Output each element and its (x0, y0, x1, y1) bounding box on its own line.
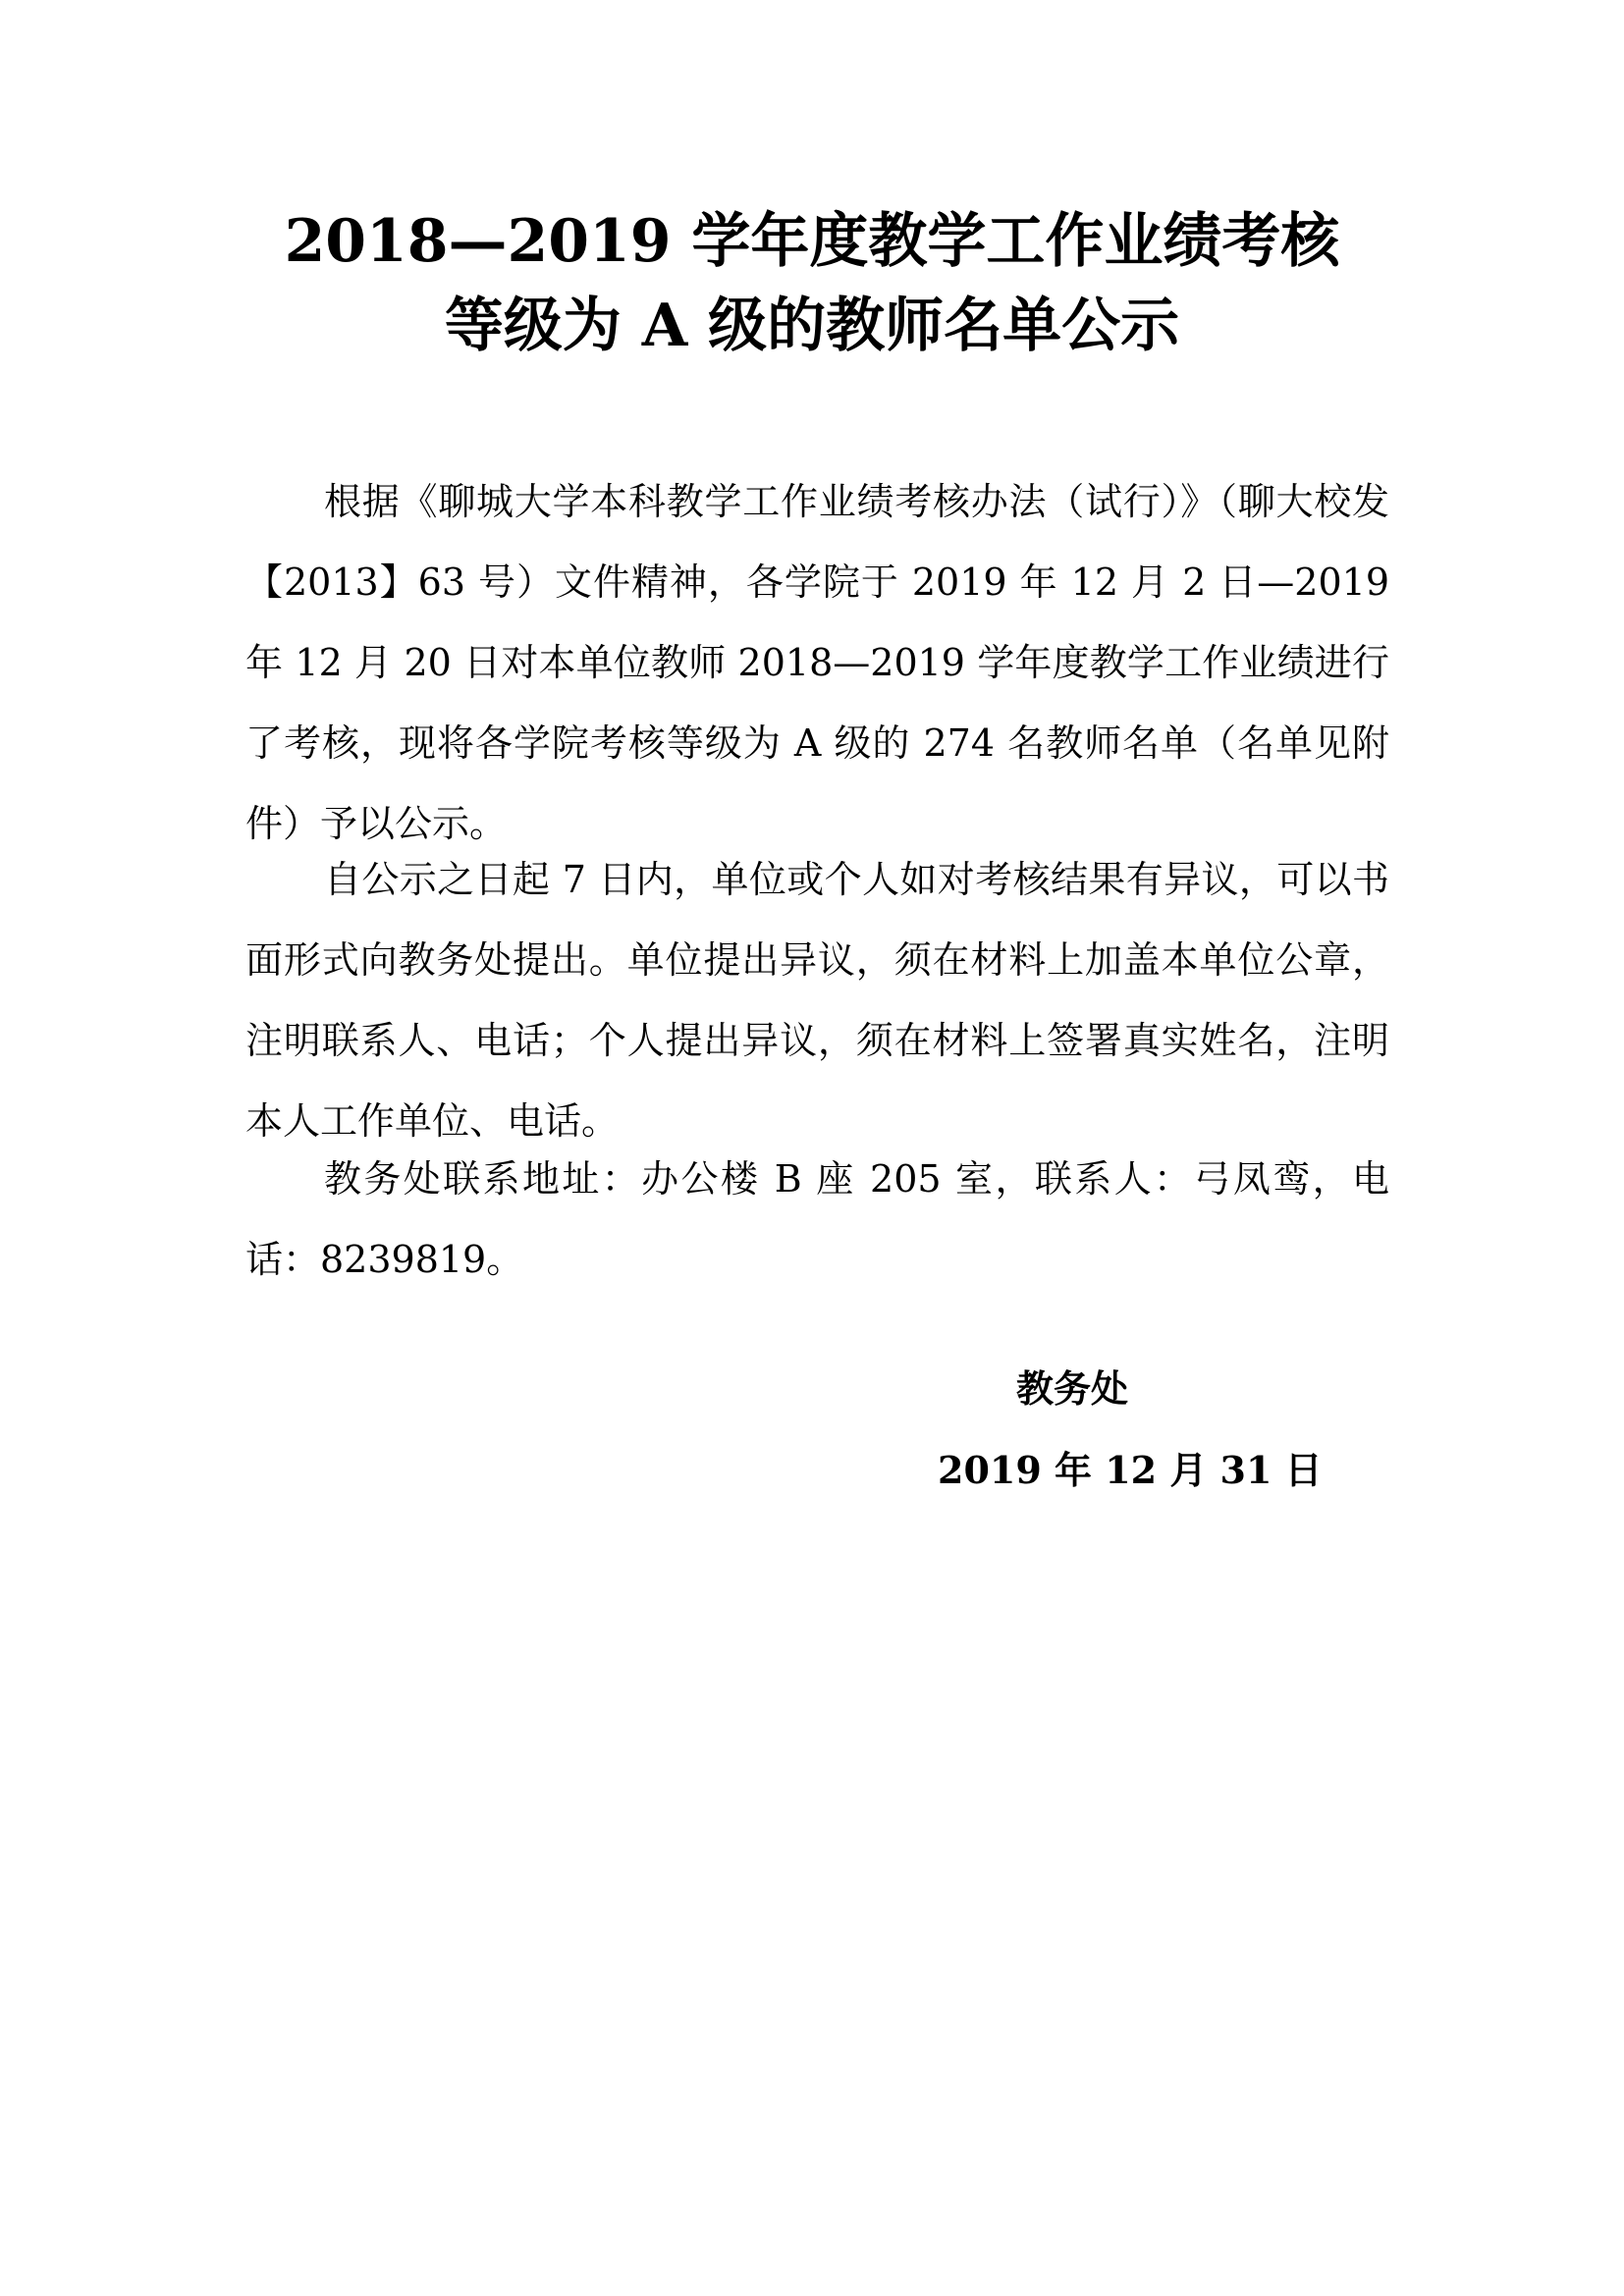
paragraph-basis: 根据《聊城大学本科教学工作业绩考核办法（试行）》（聊大校发【2013】63 号）文件精神，各学院于 2019 年 12 月 2 日—2019 年 12 月 20 日对本单位教师 2018—2019 学年度教学工作业绩进行了考核，现将各学院考核等级为 A 级的 274 名教师名单（名单见附件）予以公示。 (245, 480, 1389, 845)
signature-date: 2019 年 12 月 31 日 (938, 1448, 1323, 1492)
paragraph-objection: 自公示之日起 7 日内，单位或个人如对考核结果有异议，可以书面形式向教务处提出。单位提出异议，须在材料上加盖本单位公章，注明联系人、电话；个人提出异议，须在材料上签署真实姓名，注明本人工作单位、电话。 (245, 858, 1389, 1143)
signature-organization: 教务处 (1016, 1366, 1129, 1411)
paragraph-contact: 教务处联系地址：办公楼 B 座 205 室，联系人：弓凤鸾，电话：8239819。 (245, 1157, 1389, 1281)
document-title-line-2: 等级为 A 级的教师名单公示 (444, 292, 1180, 360)
document-title-line-1: 2018—2019 学年度教学工作业绩考核 (284, 207, 1340, 276)
